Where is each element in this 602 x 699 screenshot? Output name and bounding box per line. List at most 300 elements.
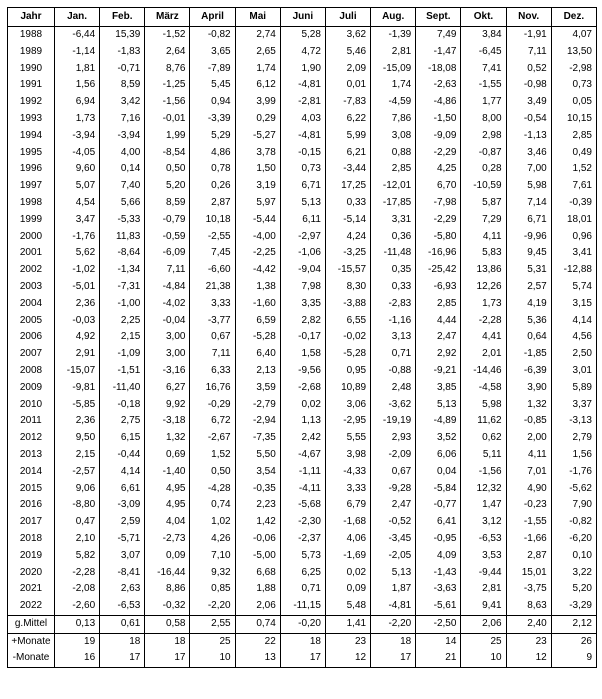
value-cell: 5,98 [461,397,506,414]
value-cell: 2,23 [235,497,280,514]
value-cell: 6,11 [280,212,325,229]
value-cell: 9,60 [55,161,100,178]
year-row [8,111,597,128]
row-label-cell: 1988 [8,27,55,44]
value-cell: 1,90 [280,61,325,78]
row-label-cell: 2021 [8,581,55,598]
value-cell: 2,75 [100,413,145,430]
value-cell: 5,87 [461,195,506,212]
value-cell: 9 [551,650,596,667]
value-cell: -0,18 [100,397,145,414]
year-row [8,565,597,582]
value-cell: -4,42 [235,262,280,279]
value-cell: 6,21 [325,145,370,162]
value-cell: 5,46 [325,44,370,61]
value-cell: 3,41 [551,245,596,262]
value-cell: 2,06 [461,615,506,633]
value-cell: 17 [280,650,325,667]
value-cell: 2,85 [371,161,416,178]
value-cell: 14 [416,633,461,650]
value-cell: 0,10 [551,548,596,565]
value-cell: 3,65 [190,44,235,61]
value-cell: 3,90 [506,380,551,397]
value-cell: -3,77 [190,313,235,330]
value-cell: -15,07 [55,363,100,380]
value-cell: -11,48 [371,245,416,262]
value-cell: 0,85 [190,581,235,598]
value-cell: 3,85 [416,380,461,397]
year-row [8,397,597,414]
value-cell: -5,80 [416,229,461,246]
value-cell: 3,08 [371,128,416,145]
value-cell: 22 [235,633,280,650]
value-cell: -0,03 [55,313,100,330]
value-cell: -5,27 [235,128,280,145]
row-label-cell: 1995 [8,145,55,162]
value-cell: -3,18 [145,413,190,430]
value-cell: 18 [145,633,190,650]
value-cell: 2,59 [100,514,145,531]
value-cell: 5,98 [506,178,551,195]
value-cell: 4,00 [100,145,145,162]
value-cell: -1,14 [55,44,100,61]
value-cell: 5,74 [551,279,596,296]
value-cell: -4,59 [371,94,416,111]
value-cell: -3,13 [551,413,596,430]
value-cell: 21 [416,650,461,667]
value-cell: -19,19 [371,413,416,430]
value-cell: -1,00 [100,296,145,313]
year-row [8,195,597,212]
value-cell: -15,57 [325,262,370,279]
value-cell: -11,40 [100,380,145,397]
column-header-month: März [145,8,190,27]
value-cell: 1,13 [280,413,325,430]
value-cell: -1,43 [416,565,461,582]
value-cell: -8,64 [100,245,145,262]
value-cell: 4,90 [506,481,551,498]
value-cell: 5,66 [100,195,145,212]
value-cell: -0,82 [551,514,596,531]
value-cell: 9,41 [461,598,506,615]
value-cell: -0,04 [145,313,190,330]
value-cell: 18,01 [551,212,596,229]
year-row [8,514,597,531]
value-cell: 2,01 [461,346,506,363]
value-cell: 16,76 [190,380,235,397]
value-cell: 0,13 [55,615,100,633]
value-cell: 4,04 [145,514,190,531]
value-cell: -10,59 [461,178,506,195]
value-cell: 2,91 [55,346,100,363]
value-cell: 0,52 [506,61,551,78]
value-cell: -0,44 [100,447,145,464]
value-cell: 1,56 [551,447,596,464]
value-cell: 4,56 [551,329,596,346]
value-cell: 7,29 [461,212,506,229]
value-cell: -1,56 [145,94,190,111]
value-cell: 3,19 [235,178,280,195]
value-cell: 2,55 [190,615,235,633]
value-cell: -2,68 [280,380,325,397]
value-cell: -5,85 [55,397,100,414]
value-cell: 1,47 [461,497,506,514]
value-cell: 8,00 [461,111,506,128]
value-cell: 1,52 [190,447,235,464]
value-cell: 6,33 [190,363,235,380]
value-cell: -7,98 [416,195,461,212]
value-cell: -5,44 [235,212,280,229]
year-row [8,346,597,363]
value-cell: -3,88 [325,296,370,313]
value-cell: 1,50 [235,161,280,178]
value-cell: -2,20 [371,615,416,633]
value-cell: 4,25 [416,161,461,178]
year-row [8,279,597,296]
value-cell: 5,07 [55,178,100,195]
value-cell: -1,76 [551,464,596,481]
value-cell: 6,22 [325,111,370,128]
value-cell: -2,29 [416,212,461,229]
column-header-month: Aug. [371,8,416,27]
row-label-cell: 2007 [8,346,55,363]
value-cell: -3,29 [551,598,596,615]
column-header-month: Okt. [461,8,506,27]
value-cell: 6,25 [280,565,325,582]
row-label-cell: 2016 [8,497,55,514]
value-cell: 7,16 [100,111,145,128]
value-cell: -0,06 [235,531,280,548]
value-cell: 17,25 [325,178,370,195]
value-cell: -0,95 [416,531,461,548]
value-cell: 0,94 [190,94,235,111]
value-cell: -3,63 [416,581,461,598]
value-cell: 0,50 [190,464,235,481]
value-cell: 7,41 [461,61,506,78]
value-cell: -6,60 [190,262,235,279]
value-cell: 6,06 [416,447,461,464]
value-cell: 8,59 [145,195,190,212]
row-label-cell: 1993 [8,111,55,128]
value-cell: 3,33 [190,296,235,313]
value-cell: -2,20 [190,598,235,615]
value-cell: 26 [551,633,596,650]
value-cell: 15,01 [506,565,551,582]
row-label-cell: 2019 [8,548,55,565]
column-header-month: Nov. [506,8,551,27]
value-cell: -2,25 [235,245,280,262]
year-row [8,27,597,44]
row-label-cell: +Monate [8,633,55,650]
value-cell: 5,73 [280,548,325,565]
value-cell: -14,46 [461,363,506,380]
value-cell: 0,71 [280,581,325,598]
year-row [8,44,597,61]
value-cell: 7,11 [506,44,551,61]
value-cell: -1,85 [506,346,551,363]
value-cell: -18,08 [416,61,461,78]
value-cell: 0,02 [280,397,325,414]
value-cell: 1,02 [190,514,235,531]
value-cell: 7,61 [551,178,596,195]
value-cell: -9,21 [416,363,461,380]
value-cell: 1,81 [55,61,100,78]
value-cell: 0,78 [190,161,235,178]
value-cell: 6,61 [100,481,145,498]
value-cell: 1,32 [145,430,190,447]
value-cell: -2,79 [235,397,280,414]
value-cell: -2,09 [371,447,416,464]
value-cell: -1,50 [416,111,461,128]
value-cell: 2,50 [551,346,596,363]
value-cell: 13 [235,650,280,667]
row-label-cell: 1992 [8,94,55,111]
value-cell: -4,02 [145,296,190,313]
value-cell: 2,74 [235,27,280,44]
value-cell: 5,20 [145,178,190,195]
value-cell: 9,06 [55,481,100,498]
value-cell: 3,00 [145,329,190,346]
value-cell: -5,28 [235,329,280,346]
value-cell: -4,33 [325,464,370,481]
value-cell: -5,28 [325,346,370,363]
value-cell: -3,39 [190,111,235,128]
value-cell: -9,09 [416,128,461,145]
value-cell: 2,79 [551,430,596,447]
value-cell: 23 [506,633,551,650]
year-row [8,413,597,430]
value-cell: 7,45 [190,245,235,262]
year-row [8,548,597,565]
value-cell: -16,44 [145,565,190,582]
value-cell: 6,12 [235,77,280,94]
value-cell: -4,86 [416,94,461,111]
value-cell: 19 [55,633,100,650]
value-cell: -1,60 [235,296,280,313]
value-cell: 1,58 [280,346,325,363]
value-cell: 3,62 [325,27,370,44]
value-cell: -6,53 [461,531,506,548]
value-cell: -8,80 [55,497,100,514]
value-cell: -2,67 [190,430,235,447]
row-label-cell: 1997 [8,178,55,195]
value-cell: -1,13 [506,128,551,145]
value-cell: -1,52 [145,27,190,44]
value-cell: 2,57 [506,279,551,296]
value-cell: 2,82 [280,313,325,330]
value-cell: 1,88 [235,581,280,598]
value-cell: 5,97 [235,195,280,212]
value-cell: 18 [371,633,416,650]
row-label-cell: 2009 [8,380,55,397]
value-cell: 4,86 [190,145,235,162]
value-cell: -6,39 [506,363,551,380]
value-cell: -15,09 [371,61,416,78]
value-cell: 2,15 [55,447,100,464]
year-row [8,178,597,195]
value-cell: -1,11 [280,464,325,481]
value-cell: -1,55 [506,514,551,531]
year-row [8,313,597,330]
value-cell: -2,05 [371,548,416,565]
value-cell: 8,63 [506,598,551,615]
value-cell: 0,05 [551,94,596,111]
value-cell: -12,88 [551,262,596,279]
value-cell: -0,02 [325,329,370,346]
value-cell: -9,28 [371,481,416,498]
value-cell: 2,81 [461,581,506,598]
value-cell: -5,33 [100,212,145,229]
value-cell: 1,99 [145,128,190,145]
value-cell: 3,54 [235,464,280,481]
value-cell: -0,85 [506,413,551,430]
row-label-cell: 2000 [8,229,55,246]
value-cell: -0,71 [100,61,145,78]
value-cell: 15,39 [100,27,145,44]
value-cell: 1,74 [235,61,280,78]
value-cell: -2,73 [145,531,190,548]
value-cell: -5,71 [100,531,145,548]
value-cell: -0,39 [551,195,596,212]
value-cell: 5,99 [325,128,370,145]
value-cell: 6,79 [325,497,370,514]
header-row [8,8,597,27]
value-cell: 2,98 [461,128,506,145]
value-cell: 0,74 [235,615,280,633]
value-cell: 17 [100,650,145,667]
value-cell: 3,37 [551,397,596,414]
value-cell: -4,58 [461,380,506,397]
value-cell: 8,59 [100,77,145,94]
value-cell: 1,77 [461,94,506,111]
value-cell: 9,50 [55,430,100,447]
value-cell: -9,96 [506,229,551,246]
value-cell: -0,54 [506,111,551,128]
row-label-cell: 2001 [8,245,55,262]
value-cell: 0,09 [145,548,190,565]
value-cell: 7,49 [416,27,461,44]
value-cell: -7,31 [100,279,145,296]
value-cell: 2,36 [55,413,100,430]
value-cell: 13,86 [461,262,506,279]
value-cell: -1,91 [506,27,551,44]
value-cell: -9,81 [55,380,100,397]
value-cell: 0,61 [100,615,145,633]
value-cell: -5,61 [416,598,461,615]
table-body [8,27,597,668]
value-cell: -25,42 [416,262,461,279]
value-cell: 0,33 [325,195,370,212]
value-cell: 0,28 [461,161,506,178]
value-cell: -3,16 [145,363,190,380]
value-cell: -1,06 [280,245,325,262]
value-cell: -9,56 [280,363,325,380]
value-cell: 4,72 [280,44,325,61]
year-row [8,447,597,464]
value-cell: -5,62 [551,481,596,498]
value-cell: 3,33 [325,481,370,498]
value-cell: -5,84 [416,481,461,498]
row-label-cell: 1989 [8,44,55,61]
value-cell: 1,32 [506,397,551,414]
value-cell: 6,71 [506,212,551,229]
value-cell: 6,55 [325,313,370,330]
value-cell: -0,15 [280,145,325,162]
row-label-cell: 1996 [8,161,55,178]
row-label-cell: 1991 [8,77,55,94]
value-cell: -0,77 [416,497,461,514]
value-cell: -12,01 [371,178,416,195]
row-label-cell: g.Mittel [8,615,55,633]
value-cell: 6,68 [235,565,280,582]
value-cell: -1,40 [145,464,190,481]
value-cell: 0,09 [325,581,370,598]
value-cell: 6,15 [100,430,145,447]
value-cell: 3,12 [461,514,506,531]
value-cell: 3,06 [325,397,370,414]
value-cell: -0,59 [145,229,190,246]
value-cell: -1,68 [325,514,370,531]
value-cell: 0,50 [145,161,190,178]
row-label-cell: 1998 [8,195,55,212]
year-row [8,77,597,94]
value-cell: 0,69 [145,447,190,464]
value-cell: 3,22 [551,565,596,582]
value-cell: -3,94 [100,128,145,145]
row-label-cell: 2004 [8,296,55,313]
value-cell: 7,98 [280,279,325,296]
value-cell: 4,95 [145,481,190,498]
column-header-month: Juni [280,8,325,27]
value-cell: 2,48 [371,380,416,397]
value-cell: -6,53 [100,598,145,615]
value-cell: 3,01 [551,363,596,380]
value-cell: 2,09 [325,61,370,78]
value-cell: -2,28 [461,313,506,330]
value-cell: 4,95 [145,497,190,514]
year-row [8,296,597,313]
value-cell: 2,87 [506,548,551,565]
year-row [8,481,597,498]
value-cell: 0,67 [371,464,416,481]
value-cell: -2,55 [190,229,235,246]
value-cell: 2,63 [100,581,145,598]
value-cell: 5,20 [551,581,596,598]
value-cell: -2,81 [280,94,325,111]
value-cell: 0,71 [371,346,416,363]
value-cell: 25 [190,633,235,650]
value-cell: 1,41 [325,615,370,633]
value-cell: 2,81 [371,44,416,61]
value-cell: 2,65 [235,44,280,61]
row-label-cell: 1999 [8,212,55,229]
value-cell: 4,24 [325,229,370,246]
value-cell: 3,84 [461,27,506,44]
value-cell: 21,38 [190,279,235,296]
value-cell: 4,09 [416,548,461,565]
column-header-month: Feb. [100,8,145,27]
value-cell: -1,47 [416,44,461,61]
row-label-cell: 2020 [8,565,55,582]
column-header-year: Jahr [8,8,55,27]
value-cell: -2,37 [280,531,325,548]
value-cell: -2,28 [55,565,100,582]
row-label-cell: 2017 [8,514,55,531]
value-cell: 2,92 [416,346,461,363]
year-row [8,212,597,229]
value-cell: -0,35 [235,481,280,498]
value-cell: 12 [506,650,551,667]
